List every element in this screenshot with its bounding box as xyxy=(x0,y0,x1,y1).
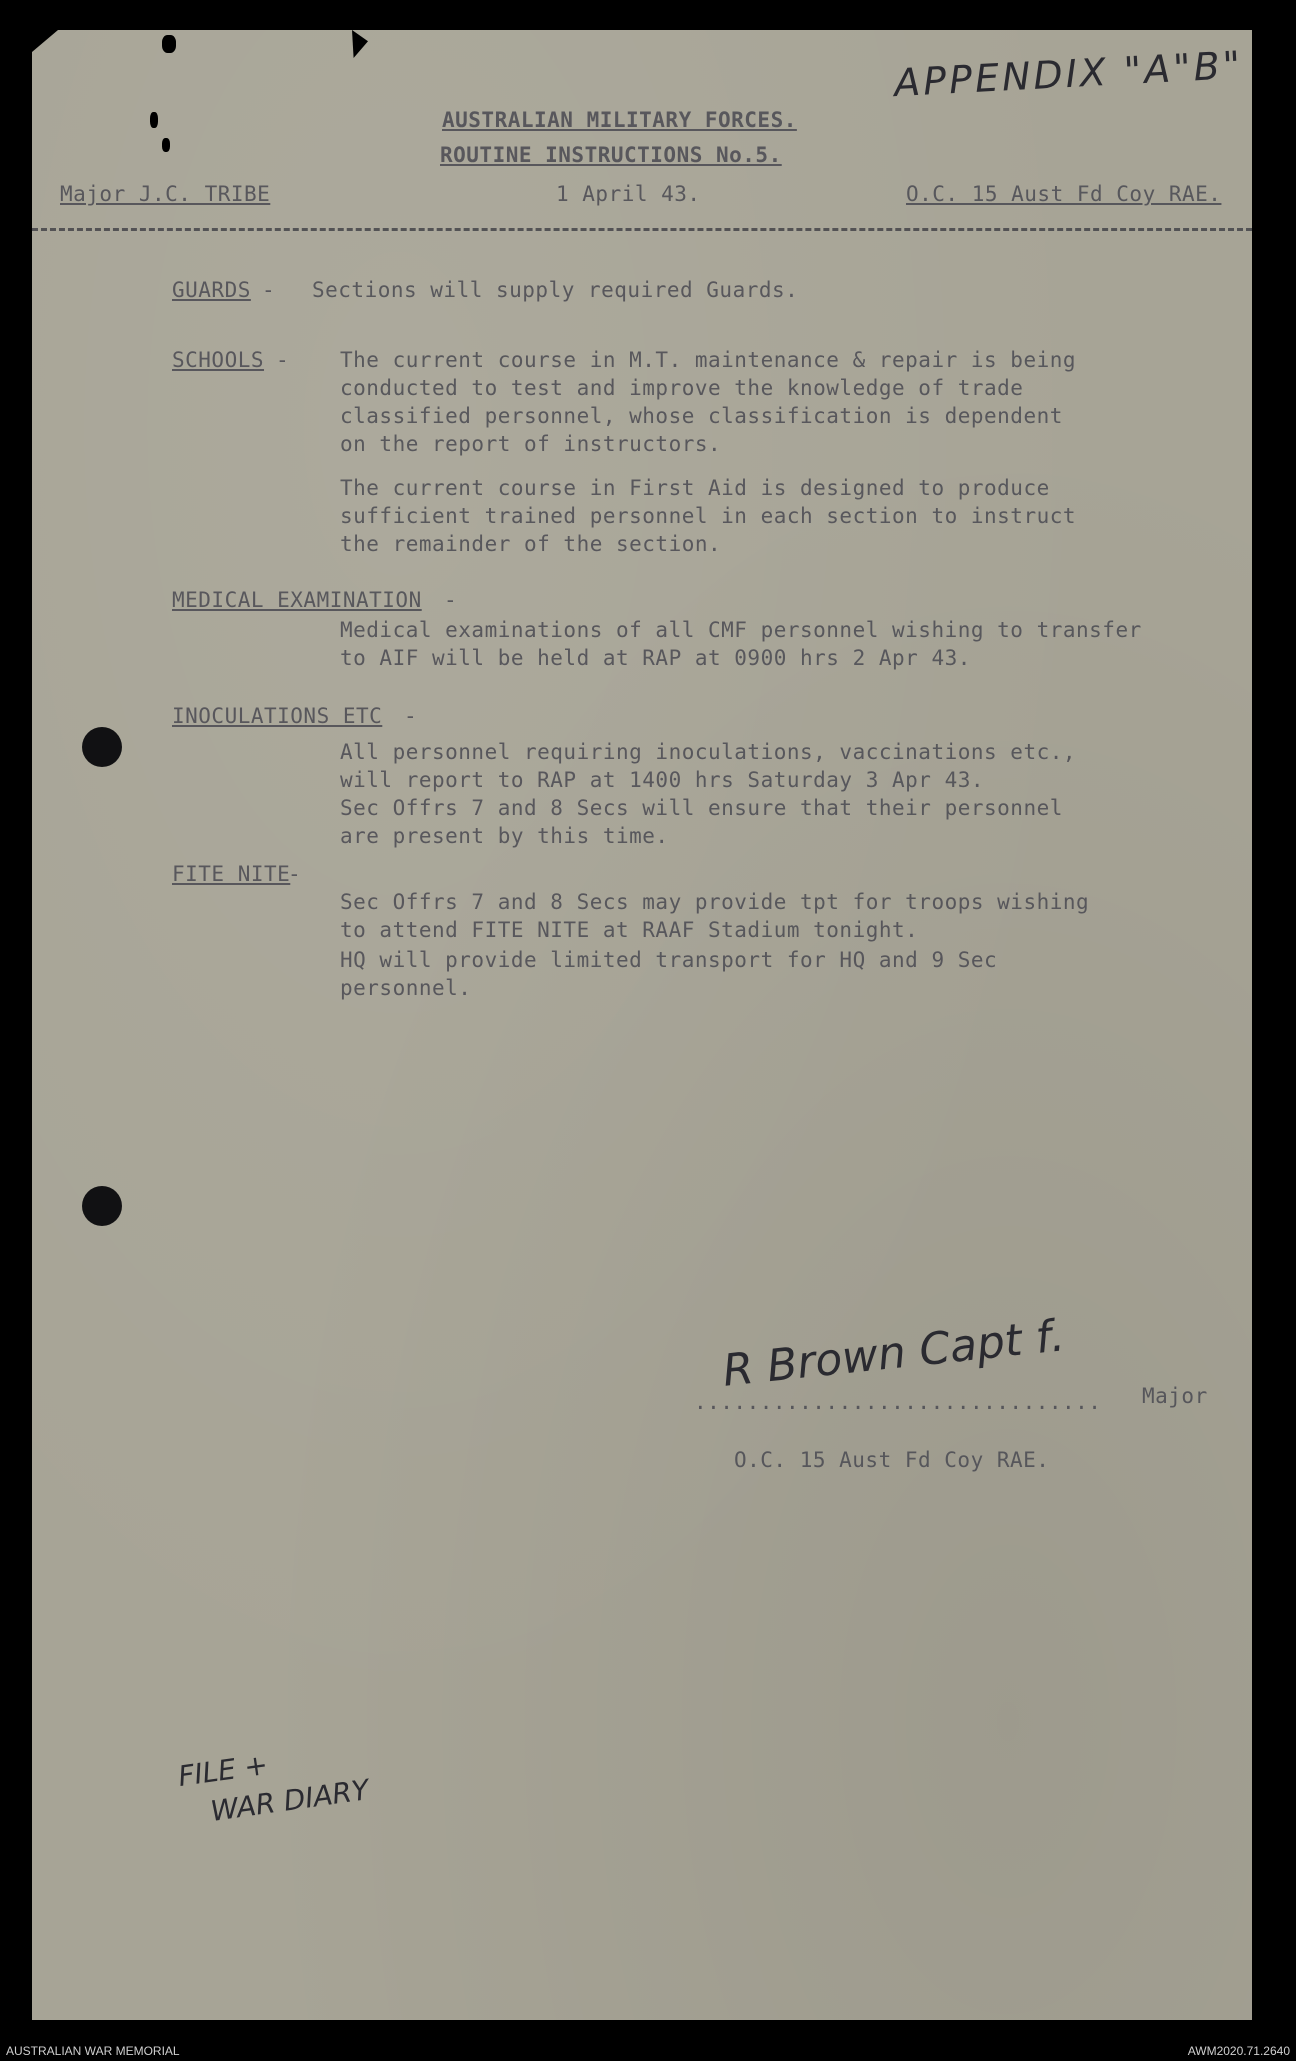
fite-nite-line-2: to attend FITE NITE at RAAF Stadium tonight. xyxy=(340,918,919,942)
signature-unit: O.C. 15 Aust Fd Coy RAE. xyxy=(734,1448,1050,1472)
date-line: 1 April 43. xyxy=(556,182,701,206)
footer-right: AWM2020.71.2640 xyxy=(1187,2044,1290,2058)
section-heading-guards: GUARDS xyxy=(172,278,251,302)
handwritten-annotation-line-2: WAR DIARY xyxy=(208,1773,371,1828)
schools-line-7: the remainder of the section. xyxy=(340,532,722,556)
signature-dots: ............................... xyxy=(694,1390,1102,1414)
handwritten-signature: R Brown Capt f. xyxy=(720,1310,1067,1397)
unit-line: O.C. 15 Aust Fd Coy RAE. xyxy=(906,182,1222,206)
header-rule xyxy=(32,228,1252,231)
footer-left: AUSTRALIAN WAR MEMORIAL xyxy=(6,2044,180,2058)
author-line: Major J.C. TRIBE xyxy=(60,182,271,206)
punch-hole xyxy=(82,1186,122,1226)
inoculations-line-4: are present by this time. xyxy=(340,824,669,848)
section-dash: - xyxy=(262,278,276,302)
fite-nite-line-1: Sec Offrs 7 and 8 Secs may provide tpt for troops wishing xyxy=(340,890,1090,914)
document-title: AUSTRALIAN MILITARY FORCES. xyxy=(442,108,797,132)
document-page xyxy=(32,30,1252,2020)
section-text-guards: Sections will supply required Guards. xyxy=(312,278,799,302)
document-subtitle: ROUTINE INSTRUCTIONS No.5. xyxy=(440,143,782,167)
handwritten-annotation-line-1: FILE + xyxy=(176,1747,270,1794)
section-heading-schools: SCHOOLS xyxy=(172,348,265,372)
inoculations-line-1: All personnel requiring inoculations, vaccinations etc., xyxy=(340,740,1077,764)
medical-line-1: Medical examinations of all CMF personnel wishing to transfer xyxy=(340,618,1142,642)
handwritten-appendix: APPENDIX "A"B" xyxy=(893,42,1245,106)
inoculations-line-3: Sec Offrs 7 and 8 Secs will ensure that their personnel xyxy=(340,796,1063,820)
punch-hole xyxy=(82,727,122,767)
torn-mark xyxy=(162,138,170,152)
schools-line-1: The current course in M.T. maintenance & repair is being xyxy=(340,348,1077,372)
schools-line-2: conducted to test and improve the knowledge of trade xyxy=(340,376,1024,400)
schools-line-5: The current course in First Aid is designed to produce xyxy=(340,476,1050,500)
section-dash: - xyxy=(288,862,302,886)
inoculations-line-2: will report to RAP at 1400 hrs Saturday 3 Apr 43. xyxy=(340,768,985,792)
torn-mark xyxy=(352,30,368,58)
section-dash: - xyxy=(404,704,418,728)
medical-line-2: to AIF will be held at RAP at 0900 hrs 2 Apr 43. xyxy=(340,646,971,670)
section-dash: - xyxy=(276,348,290,372)
schools-line-4: on the report of instructors. xyxy=(340,432,722,456)
schools-line-6: sufficient trained personnel in each section to instruct xyxy=(340,504,1077,528)
torn-mark xyxy=(150,112,158,128)
section-heading-fite-nite: FITE NITE xyxy=(172,862,291,886)
fite-nite-line-3: HQ will provide limited transport for HQ and 9 Sec xyxy=(340,948,998,972)
torn-corner xyxy=(32,30,58,52)
section-heading-inoculations: INOCULATIONS ETC xyxy=(172,704,383,728)
section-heading-medical: MEDICAL EXAMINATION xyxy=(172,588,422,612)
torn-mark xyxy=(162,35,176,53)
section-dash: - xyxy=(444,588,458,612)
signature-rank: Major xyxy=(1142,1384,1208,1408)
fite-nite-line-4: personnel. xyxy=(340,976,472,1000)
schools-line-3: classified personnel, whose classification is dependent xyxy=(340,404,1063,428)
